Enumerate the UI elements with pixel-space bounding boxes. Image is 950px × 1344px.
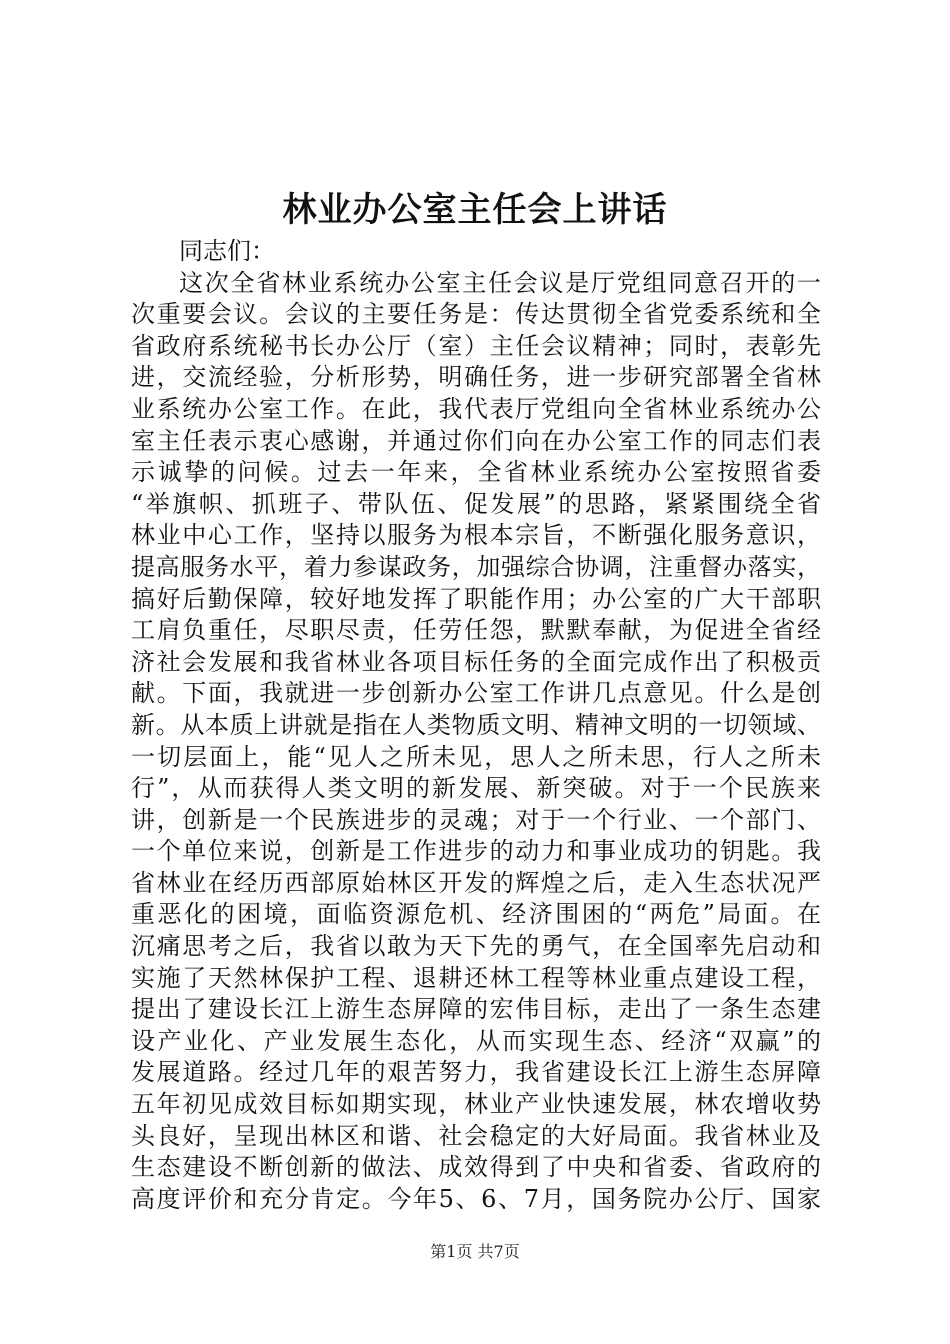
- document-title: 林业办公室主任会上讲话: [282, 190, 668, 230]
- body-line: 献。下面，我就进一步创新办公室工作讲几点意见。什么是创: [131, 679, 821, 708]
- body-line: 头良好，呈现出林区和谐、社会稳定的大好局面。我省林业及: [131, 1121, 821, 1150]
- body-line: 新。从本质上讲就是指在人类物质文明、精神文明的一切领域、: [131, 710, 821, 739]
- body-line: 沉痛思考之后，我省以敢为天下先的勇气，在全国率先启动和: [131, 932, 821, 961]
- body-line: 业系统办公室工作。在此，我代表厅党组向全省林业系统办公: [131, 394, 821, 423]
- body-line: 工肩负重任，尽职尽责，任劳任怨，默默奉献，为促进全省经: [131, 616, 821, 645]
- body-line: 省政府系统秘书长办公厅（室）主任会议精神；同时，表彰先: [131, 331, 821, 360]
- body-line: 一个单位来说，创新是工作进步的动力和事业成功的钥匙。我: [131, 837, 821, 866]
- body-line: 提高服务水平，着力参谋政务，加强综合协调，注重督办落实，: [131, 552, 821, 581]
- body-line: 省林业在经历西部原始林区开发的辉煌之后，走入生态状况严: [131, 868, 821, 897]
- body-line: 一切层面上，能“见人之所未见，思人之所未思，行人之所未: [131, 742, 821, 771]
- body-line: 发展道路。经过几年的艰苦努力，我省建设长江上游生态屏障: [131, 1058, 821, 1087]
- body-line: 行”，从而获得人类文明的新发展、新突破。对于一个民族来: [131, 774, 821, 803]
- body-line: 次重要会议。会议的主要任务是：传达贯彻全省党委系统和全: [131, 300, 821, 329]
- body-line: 重恶化的困境，面临资源危机、经济围困的“两危”局面。在: [131, 900, 821, 929]
- page-number-footer: 第1页 共7页: [430, 1242, 520, 1261]
- body-line: 讲，创新是一个民族进步的灵魂；对于一个行业、一个部门、: [131, 805, 821, 834]
- body-line: 高度评价和充分肯定。今年5、6、7月，国务院办公厅、国家: [131, 1184, 821, 1213]
- body-line: “举旗帜、抓班子、带队伍、促发展”的思路，紧紧围绕全省: [131, 489, 821, 518]
- body-line: 搞好后勤保障，较好地发挥了职能作用；办公室的广大干部职: [131, 584, 821, 613]
- body-line: 五年初见成效目标如期实现，林业产业快速发展，林农增收势: [131, 1090, 821, 1119]
- body-line: 生态建设不断创新的做法、成效得到了中央和省委、省政府的: [131, 1153, 821, 1182]
- body-line: 这次全省林业系统办公室主任会议是厅党组同意召开的一: [179, 268, 821, 297]
- body-line: 设产业化、产业发展生态化，从而实现生态、经济“双赢”的: [131, 1026, 821, 1055]
- greeting-line: 同志们：: [179, 237, 275, 265]
- document-body: [131, 236, 821, 1215]
- body-line: 提出了建设长江上游生态屏障的宏伟目标，走出了一条生态建: [131, 995, 821, 1024]
- body-line: 实施了天然林保护工程、退耕还林工程等林业重点建设工程，: [131, 963, 821, 992]
- body-line: 济社会发展和我省林业各项目标任务的全面完成作出了积极贡: [131, 647, 821, 676]
- body-line: 示诚挚的问候。过去一年来，全省林业系统办公室按照省委: [131, 458, 821, 487]
- body-line: 室主任表示衷心感谢，并通过你们向在办公室工作的同志们表: [131, 426, 821, 455]
- body-line: 林业中心工作，坚持以服务为根本宗旨，不断强化服务意识，: [131, 521, 821, 550]
- body-line: 进，交流经验，分析形势，明确任务，进一步研究部署全省林: [131, 363, 821, 392]
